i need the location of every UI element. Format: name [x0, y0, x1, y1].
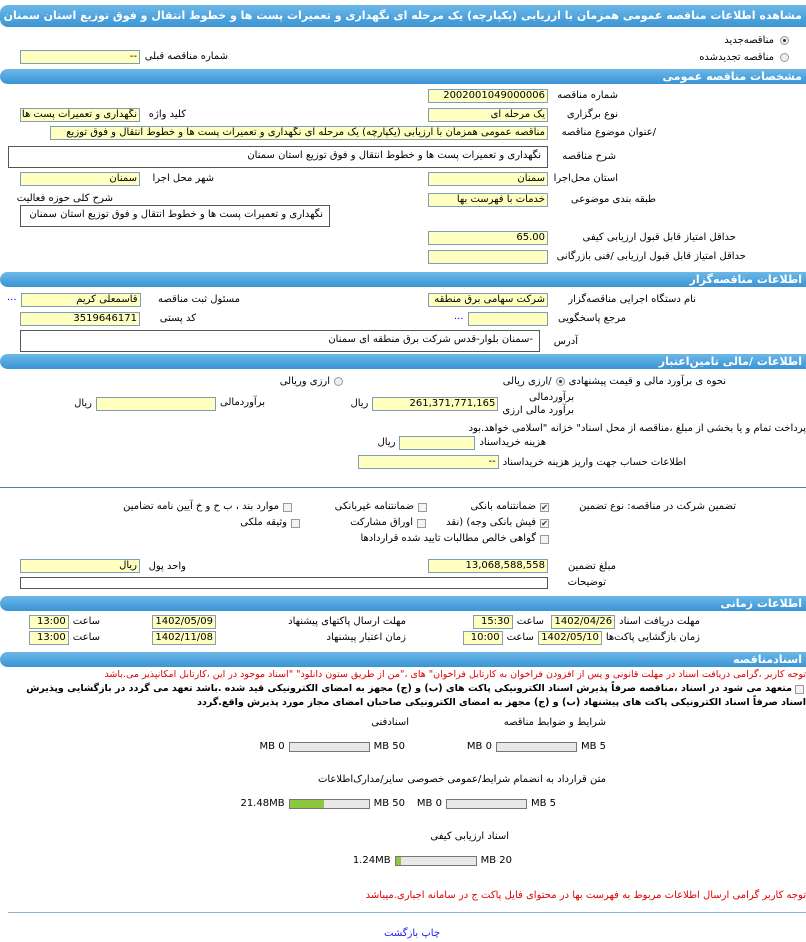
commit-checkbox[interactable] — [795, 685, 804, 694]
number-label: شماره مناقصه — [557, 90, 618, 101]
guarantee-checkbox-cash[interactable]: ✔ — [541, 519, 548, 528]
guarantee-bank-label: ضمانتنامه بانکی — [470, 501, 536, 512]
file-quality-bar — [395, 856, 477, 866]
file-quality-max: 20 MB — [480, 855, 512, 866]
submit-time-field[interactable]: 13:00 — [29, 615, 69, 629]
org-label: نام دستگاه اجرایی مناقصه‌گزار — [568, 294, 696, 305]
open-field[interactable]: 1402/05/10 — [538, 631, 602, 645]
submit-field[interactable]: 1402/05/09 — [152, 615, 216, 629]
province-label: استان محل‌اجرا — [553, 173, 618, 184]
postal-label: کد پستی — [159, 313, 196, 324]
ref-more-link[interactable]: ... — [454, 311, 464, 322]
file-other-max: 50 MB — [373, 798, 405, 809]
page-title: مشاهده اطلاعات مناقصه عمومی همزمان با ارزیابی (یکپارچه) یک مرحله ای نگهداری و تعمیرات پست ها و خطوط انتقال و فوق توزیع استان سمنان — [0, 5, 806, 27]
category-label: طبقه بندی موضوعی — [570, 194, 656, 205]
resp-label: مسئول ثبت مناقصه — [158, 294, 240, 305]
file-terms-max: 5 MB — [580, 741, 606, 752]
radio-renewed-tender[interactable] — [780, 53, 789, 62]
file-other-label: سایر/مدارک‌اطلاعات — [317, 774, 404, 785]
section-organizer: اطلاعات مناقصه‌گزار — [0, 272, 806, 287]
file-technical-used: 0 MB — [259, 741, 285, 752]
radio-fx[interactable] — [334, 377, 343, 386]
min-tech-label: حداقل امتیاز قابل قبول ارزیابی /فنی بازرگانی — [556, 251, 746, 262]
time-label-4: ساعت — [72, 632, 100, 643]
guarantee-bonds-label: اوراق مشارکت — [350, 517, 413, 528]
estimate2-field[interactable] — [96, 397, 216, 411]
address-box: -سمنان بلوار-قدس شرکت برق منطقه ای سمنان — [20, 330, 540, 352]
guarantee-checkbox-bonds[interactable] — [417, 519, 426, 528]
type-field[interactable]: یک مرحله ای — [428, 108, 548, 122]
valid-time-field[interactable]: 13:00 — [29, 631, 69, 645]
footer-links — [384, 928, 440, 939]
treasury-note: پرداخت تمام و یا بخشی از مبلغ ،مناقصه از محل اسناد" خزانه "اسلامی خواهد.بود — [468, 423, 806, 434]
radio-fx-label: ارزی وریالی — [279, 376, 330, 387]
valid-field[interactable]: 1402/11/08 — [152, 631, 216, 645]
doc-deadline-field[interactable]: 1402/04/26 — [551, 615, 615, 629]
estimate-label: برآوردمالی — [529, 392, 574, 403]
open-time-field[interactable]: 10:00 — [463, 631, 503, 645]
file-quality-used: 1.24MB — [352, 855, 391, 866]
doc-time-field[interactable]: 15:30 — [473, 615, 513, 629]
file-terms-label: شرایط و ضوابط مناقصه — [503, 717, 606, 728]
section-docs: اسنادمناقصه — [0, 652, 806, 667]
file-technical-label: اسنادفنی — [371, 717, 409, 728]
tender-number-field[interactable]: 2002001049000006 — [428, 89, 548, 103]
doc-deadline-label: مهلت دریافت اسناد — [619, 616, 700, 627]
notes-box — [20, 577, 548, 589]
account-label: اطلاعات حساب جهت واریز هزینه خریداسناد — [502, 457, 686, 468]
rial-unit-2: ریال — [74, 398, 93, 409]
min-tech-field[interactable] — [428, 250, 548, 264]
radio-new-tender[interactable] — [780, 36, 789, 45]
file-terms-used: 0 MB — [466, 741, 492, 752]
prev-number-label: شماره مناقصه قبلی — [144, 51, 228, 62]
progress-fill — [396, 857, 401, 865]
desc-box: نگهداری و تعمیرات پست ها و خطوط انتقال و فوق توزیع استان سمنان — [8, 146, 548, 168]
org-field[interactable]: شرکت سهامی برق منطقه — [428, 293, 548, 307]
guarantee-cash-label: فیش بانکی وجه) (نقد — [446, 517, 536, 528]
file-quality-label: اسناد ارزیابی کیفی — [430, 831, 509, 842]
time-label-3: ساعت — [506, 632, 534, 643]
method-label: نحوه ی برآورد مالی و قیمت پیشنهادی — [568, 376, 726, 387]
keyword-field[interactable]: نگهداری و تعمیرات پست ها — [20, 108, 140, 122]
currency-field[interactable]: ریال — [20, 559, 140, 573]
category-field[interactable]: خدمات با فهرست بها — [428, 193, 548, 207]
province-field[interactable]: سمنان — [428, 172, 548, 186]
radio-rial[interactable] — [556, 377, 565, 386]
submit-label: مهلت ارسال پاکتهای پیشنهاد — [288, 616, 406, 627]
price-notice: توجه کاربر گرامی ارسال اطلاعات مربوط به فهرست بها در محتوای فایل پاکت ج در سامانه اجباری.میباشد — [365, 890, 806, 901]
open-label: زمان بازگشایی پاکت‌ها — [605, 632, 700, 643]
subject-field[interactable]: مناقصه عمومی همزمان با ارزیابی (یکپارچه) یک مرحله ای نگهداری و تعمیرات پست ها و خطوط انتقال و فوق توزیع — [50, 126, 548, 140]
file-terms-bar — [496, 742, 577, 752]
print-link[interactable]: چاپ — [421, 928, 441, 939]
type-label: نوع برگزاری — [566, 109, 618, 120]
estimate-field[interactable]: 261,371,771,165 — [372, 397, 498, 411]
file-contract-max: 5 MB — [530, 798, 556, 809]
divider — [0, 487, 806, 488]
file-other-used: 21.48MB — [240, 798, 285, 809]
resp-field[interactable]: قاسمعلی کریم — [21, 293, 141, 307]
guarantee-checkbox-bank[interactable]: ✔ — [541, 503, 548, 512]
ref-label: مرجع پاسخگویی — [557, 313, 626, 324]
rial-unit: ریال — [350, 398, 369, 409]
guarantee-label: تضمین شرکت در مناقصه: نوع تضمین — [579, 501, 736, 512]
guarantee-checkbox-other[interactable] — [283, 503, 292, 512]
file-contract-used: 0 MB — [416, 798, 442, 809]
notes-label: توضیحات — [567, 577, 606, 588]
resp-more-link[interactable]: ... — [7, 292, 17, 303]
doc-cost-label: هزینه خریداسناد — [479, 437, 546, 448]
progress-fill — [290, 800, 324, 808]
section-general: مشخصات مناقصه عمومی — [0, 69, 806, 84]
file-contract-label: متن قرارداد به انضمام شرایط/عمومی خصوصی — [407, 774, 606, 785]
estimate-fx-label: برآورد مالی ارزی — [502, 405, 574, 416]
amount-field[interactable]: 13,068,588,558 — [428, 559, 548, 573]
guarantee-checkbox-receivables[interactable] — [540, 535, 549, 544]
currency-label: واحد پول — [148, 561, 186, 572]
guarantee-nonbank-label: ضمانتنامه غیربانکی — [334, 501, 414, 512]
section-timing: اطلاعات زمانی — [0, 596, 806, 611]
section-finance: اطلاعات /مالی تامین‌اعتبار — [0, 354, 806, 369]
radio-renewed-label: مناقصه تجدیدشده — [699, 52, 774, 63]
footer-divider — [8, 912, 806, 913]
file-technical-bar — [289, 742, 370, 752]
min-quality-field[interactable]: 65.00 — [428, 231, 548, 245]
guarantee-checkbox-property[interactable] — [291, 519, 300, 528]
city-field[interactable]: سمنان — [20, 172, 140, 186]
guarantee-receivables-label: گواهی خالص مطالبات تایید شده قراردادها — [360, 533, 536, 544]
rial-unit-3: ریال — [377, 437, 396, 448]
account-field[interactable]: -- — [358, 455, 499, 469]
guarantee-other-label: موارد بند ، ب ح و خ آیین نامه تضامین — [123, 501, 279, 512]
guarantee-property-label: وثیقه ملکی — [240, 517, 287, 528]
commit-line-2: اسناد صرفاً اسناد الکترونیکی پاکت های پیشنهاد (ب) و (ج) مجهز به امضای الکترونیکی صاحبان امضای مجاز مورد پذیرش واقع.گردد — [197, 697, 806, 708]
ref-field[interactable] — [468, 312, 548, 326]
min-quality-label: حداقل امتیاز قابل قبول ارزیابی کیفی — [582, 232, 736, 243]
file-contract-bar — [446, 799, 527, 809]
file-technical-max: 50 MB — [373, 741, 405, 752]
keyword-label: کلید واژه — [148, 109, 186, 120]
guarantee-checkbox-nonbank[interactable] — [418, 503, 427, 512]
activity-box: نگهداری و تعمیرات پست ها و خطوط انتقال و فوق توزیع استان سمنان — [20, 205, 330, 227]
prev-number-field[interactable]: -- — [20, 50, 140, 64]
amount-label: مبلغ تضمین — [567, 561, 616, 572]
time-label: ساعت — [516, 616, 544, 627]
subject-label: /عنوان موضوع مناقصه — [561, 127, 656, 138]
activity-label: شرح کلی حوزه فعالیت — [16, 193, 113, 204]
doc-cost-field[interactable] — [399, 436, 475, 450]
desc-label: شرح مناقصه — [562, 151, 616, 162]
commit-line-1: متعهد می شود در اسناد ،مناقصه صرفاً پذیرش اسناد الکترونیکی پاکت های (ب) و (ج) مجهز به امضای الکترونیکی قید شده .باشد تعهد می گردد در بازگشایی وپذیرش — [26, 683, 792, 694]
time-label-2: ساعت — [72, 616, 100, 627]
city-label: شهر محل اجرا — [152, 173, 214, 184]
docs-notice: توجه کاربر ،گرامی دریافت اسناد در مهلت قانونی و پس از افزودن فراخوان به کارتابل فراخوان" های ،"من از طریق ستون دانلود" "اسناد موجود در این ،کارتابل امکانپذیر می.باشد — [104, 669, 806, 680]
file-other-bar — [289, 799, 370, 809]
estimate2-label: برآوردمالی — [220, 397, 265, 408]
address-label: آدرس — [553, 336, 578, 347]
valid-label: زمان اعتبار پیشنهاد — [326, 632, 406, 643]
radio-new-label: مناقصه‌جدید — [724, 35, 774, 46]
radio-rial-label: /ارزی ریالی — [502, 376, 552, 387]
postal-field[interactable]: 3519646171 — [20, 312, 140, 326]
back-link[interactable]: بازگشت — [384, 928, 419, 939]
